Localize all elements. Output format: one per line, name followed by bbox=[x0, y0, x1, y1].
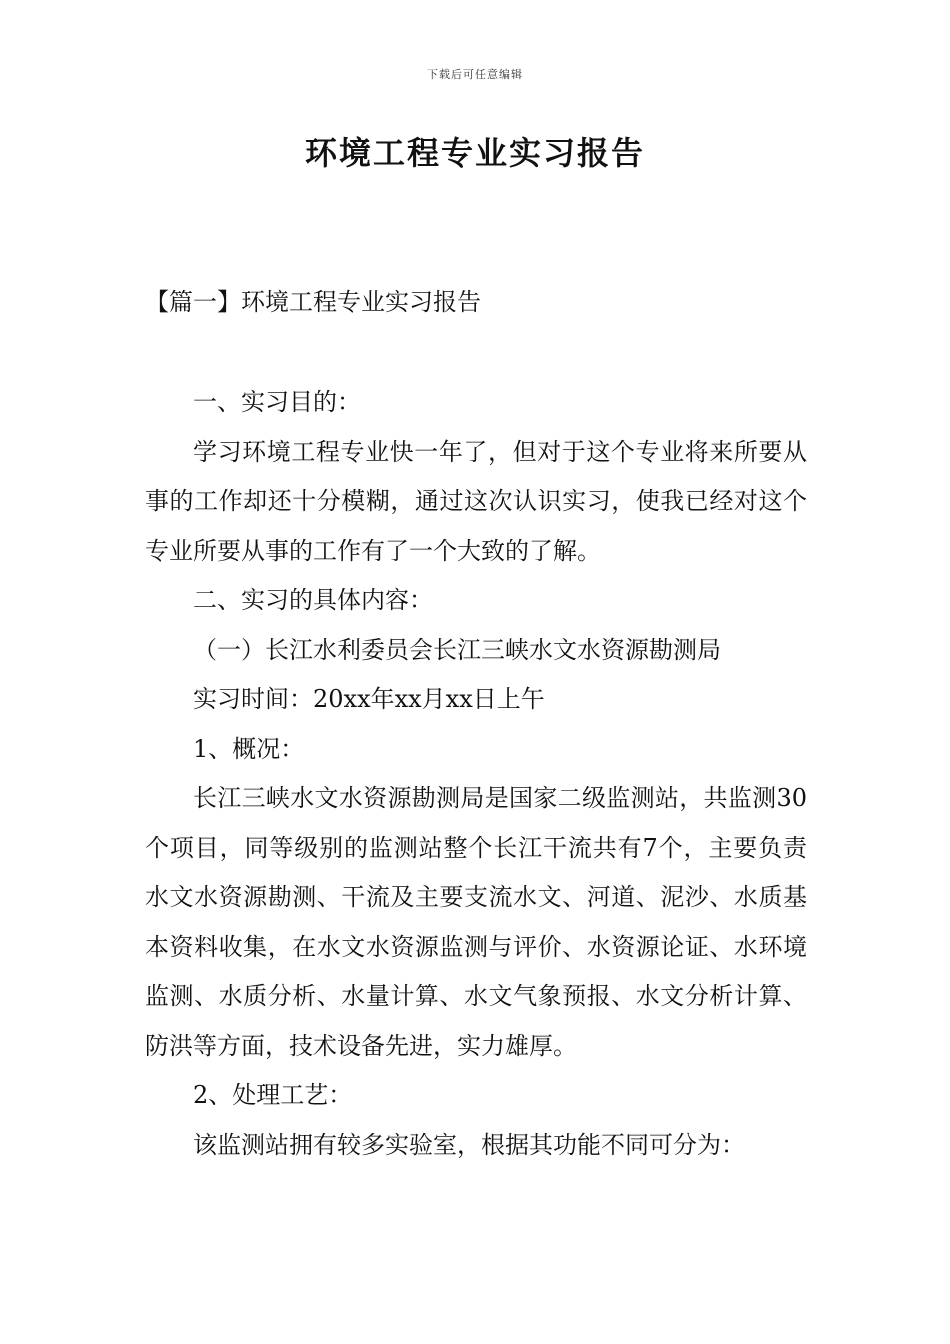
heading-purpose: 一、实习目的： bbox=[193, 388, 361, 416]
paragraph-overview: 长江三峡水文水资源勘测局是国家二级监测站，共监测30个项目，同等级别的监测站整个长江干流共有7个，主要负责水文水资源勘测、干流及主要支流水文、河道、泥沙、水质基本资料收集，在水文水资源监测与评价、水资源论证、水环境监测、水质分析、水量计算、水文气象预报、水文分析计算、防洪等方面，技术设备先进，实力雄厚。 bbox=[145, 784, 807, 1060]
paragraph-purpose: 学习环境工程专业快一年了，但对于这个专业将来所要从事的工作却还十分模糊，通过这次认识实习，使我已经对这个专业所要从事的工作有了一个大致的了解。 bbox=[145, 437, 807, 565]
paragraph-labs: 该监测站拥有较多实验室，根据其功能不同可分为： bbox=[193, 1130, 745, 1159]
section-heading: 【篇一】环境工程专业实习报告 bbox=[145, 288, 481, 316]
heading-content: 二、实习的具体内容： bbox=[193, 586, 433, 614]
internship-time: 实习时间：20xx年xx月xx日上午 bbox=[193, 685, 545, 713]
document-body bbox=[145, 378, 807, 1170]
header-note: 下载后可任意编辑 bbox=[427, 68, 523, 81]
heading-overview: 1、概况： bbox=[193, 734, 305, 763]
subheading-organization: （一）长江水利委员会长江三峡水文水资源勘测局 bbox=[193, 635, 721, 664]
document-title: 环境工程专业实习报告 bbox=[304, 134, 645, 172]
heading-process: 2、处理工艺： bbox=[193, 1081, 353, 1109]
